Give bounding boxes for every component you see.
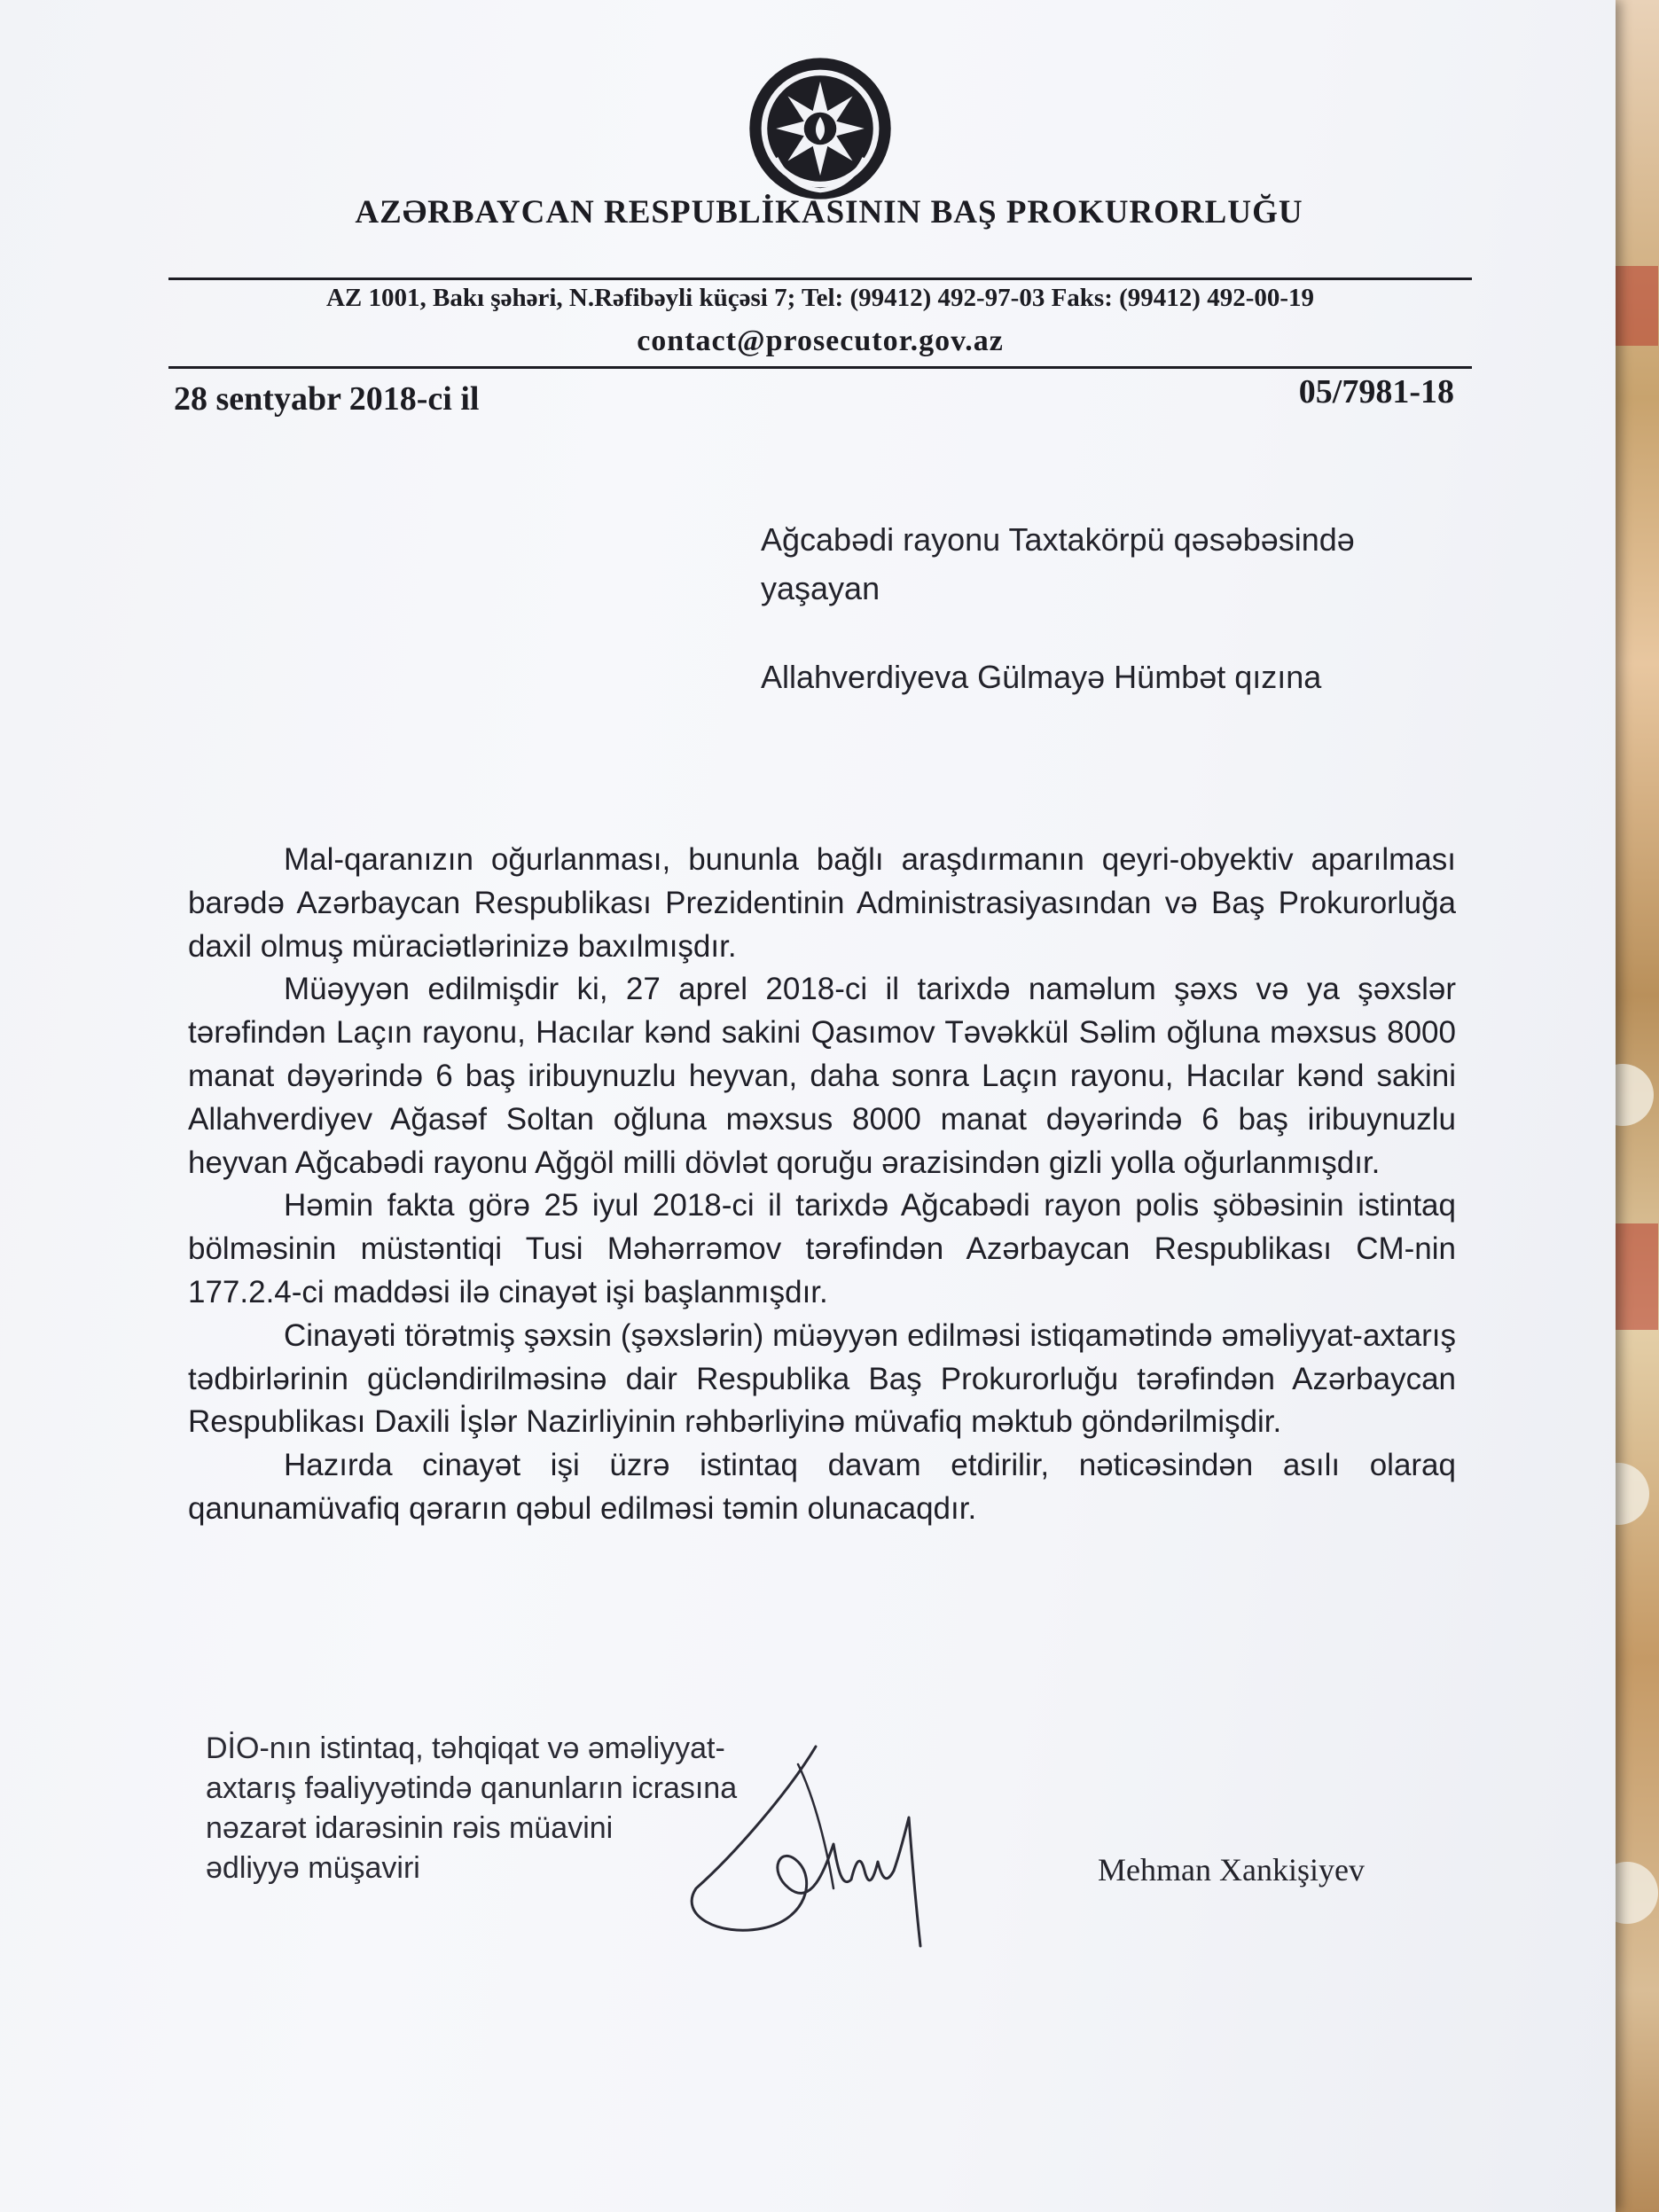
signer-title-line: axtarış fəaliyyətində qanunların icrasına [206, 1771, 738, 1805]
contact-email: contact@prosecutor.gov.az [637, 324, 1004, 357]
organization-title: AZƏRBAYCAN RESPUBLİKASININ BAŞ PROKURORLUĞU [355, 194, 1303, 231]
signer-title-line: ədliyyə müşaviri [206, 1851, 420, 1885]
recipient-address-line: Ağcabədi rayonu Taxtakörpü qəsəbəsində [761, 521, 1355, 558]
body-paragraph: Həmin fakta görə 25 iyul 2018-ci il tarixdə Ağcabədi rayon polis şöbəsinin istintaq bölməsinin müstəntiqi Tusi Məhərrəmov tərəfindən Azərbaycan Respublikası CM-nin 177.2.4-ci maddəsi ilə cinayət işi başlanmışdır. [188, 1188, 1456, 1309]
header-divider [168, 366, 1472, 369]
letter-body [188, 839, 1456, 1531]
signature-icon [683, 1738, 975, 1968]
body-paragraph: Müəyyən edilmişdir ki, 27 aprel 2018-ci il tarixdə naməlum şəxs və ya şəxslər tərəfindən Laçın rayonu, Hacılar kənd sakini Qasımov Təvəkkül Səlim oğluna məxsus 8000 manat dəyərində 6 baş iribuynuzlu heyvan, daha sonra Laçın rayonu, Hacılar kənd sakini Allahverdiyev Ağasəf Soltan oğluna məxsus 8000 manat dəyərində 6 baş iribuynuzlu heyvan Ağcabədi rayonu Ağgöl milli dövlət qoruğu ərazisindən gizli yolla oğurlanmışdır. [188, 972, 1456, 1180]
body-paragraph: Mal-qaranızın oğurlanması, bununla bağlı araşdırmanın qeyri-obyektiv aparılması barədə Azərbaycan Respublikası Prezidentinin Administrasiyasından və Baş Prokurorluğa daxil olmuş müraciətlərinizə baxılmışdır. [188, 842, 1456, 964]
body-paragraph: Hazırda cinayət işi üzrə istintaq davam etdirilir, nəticəsindən asılı olaraq qanunamüvafiq qərarın qəbul edilməsi təmin olunacaqdır. [188, 1448, 1456, 1526]
address-line: AZ 1001, Bakı şəhəri, N.Rəfibəyli küçəsi 7; Tel: (99412) 492-97-03 Faks: (99412) 492-00-19 [325, 284, 1315, 312]
signer-title-line: nəzarət idarəsinin rəis müavini [206, 1811, 614, 1845]
letter-date: 28 sentyabr 2018-ci il [174, 380, 480, 418]
recipient-name: Allahverdiyeva Gülmayə Hümbət qızına [761, 659, 1322, 695]
state-emblem-icon [747, 55, 894, 202]
signer-title-line: DİO-nın istintaq, təhqiqat və əməliyyat- [206, 1731, 725, 1765]
recipient-address-line: yaşayan [761, 570, 880, 606]
signer-name: Mehman Xankişiyev [1098, 1852, 1365, 1888]
body-paragraph: Cinayəti törətmiş şəxsin (şəxslərin) müəyyən edilməsi istiqamətində əməliyyat-axtarış tədbirlərinin gücləndirilməsinə dair Respublika Baş Prokurorluğu tərəfindən Azərbaycan Respublikası Daxili İşlər Nazirliyinin rəhbərliyinə müvafiq məktub göndərilmişdir. [188, 1317, 1456, 1440]
reference-number: 05/7981-18 [1298, 373, 1454, 410]
header-divider [168, 277, 1472, 280]
